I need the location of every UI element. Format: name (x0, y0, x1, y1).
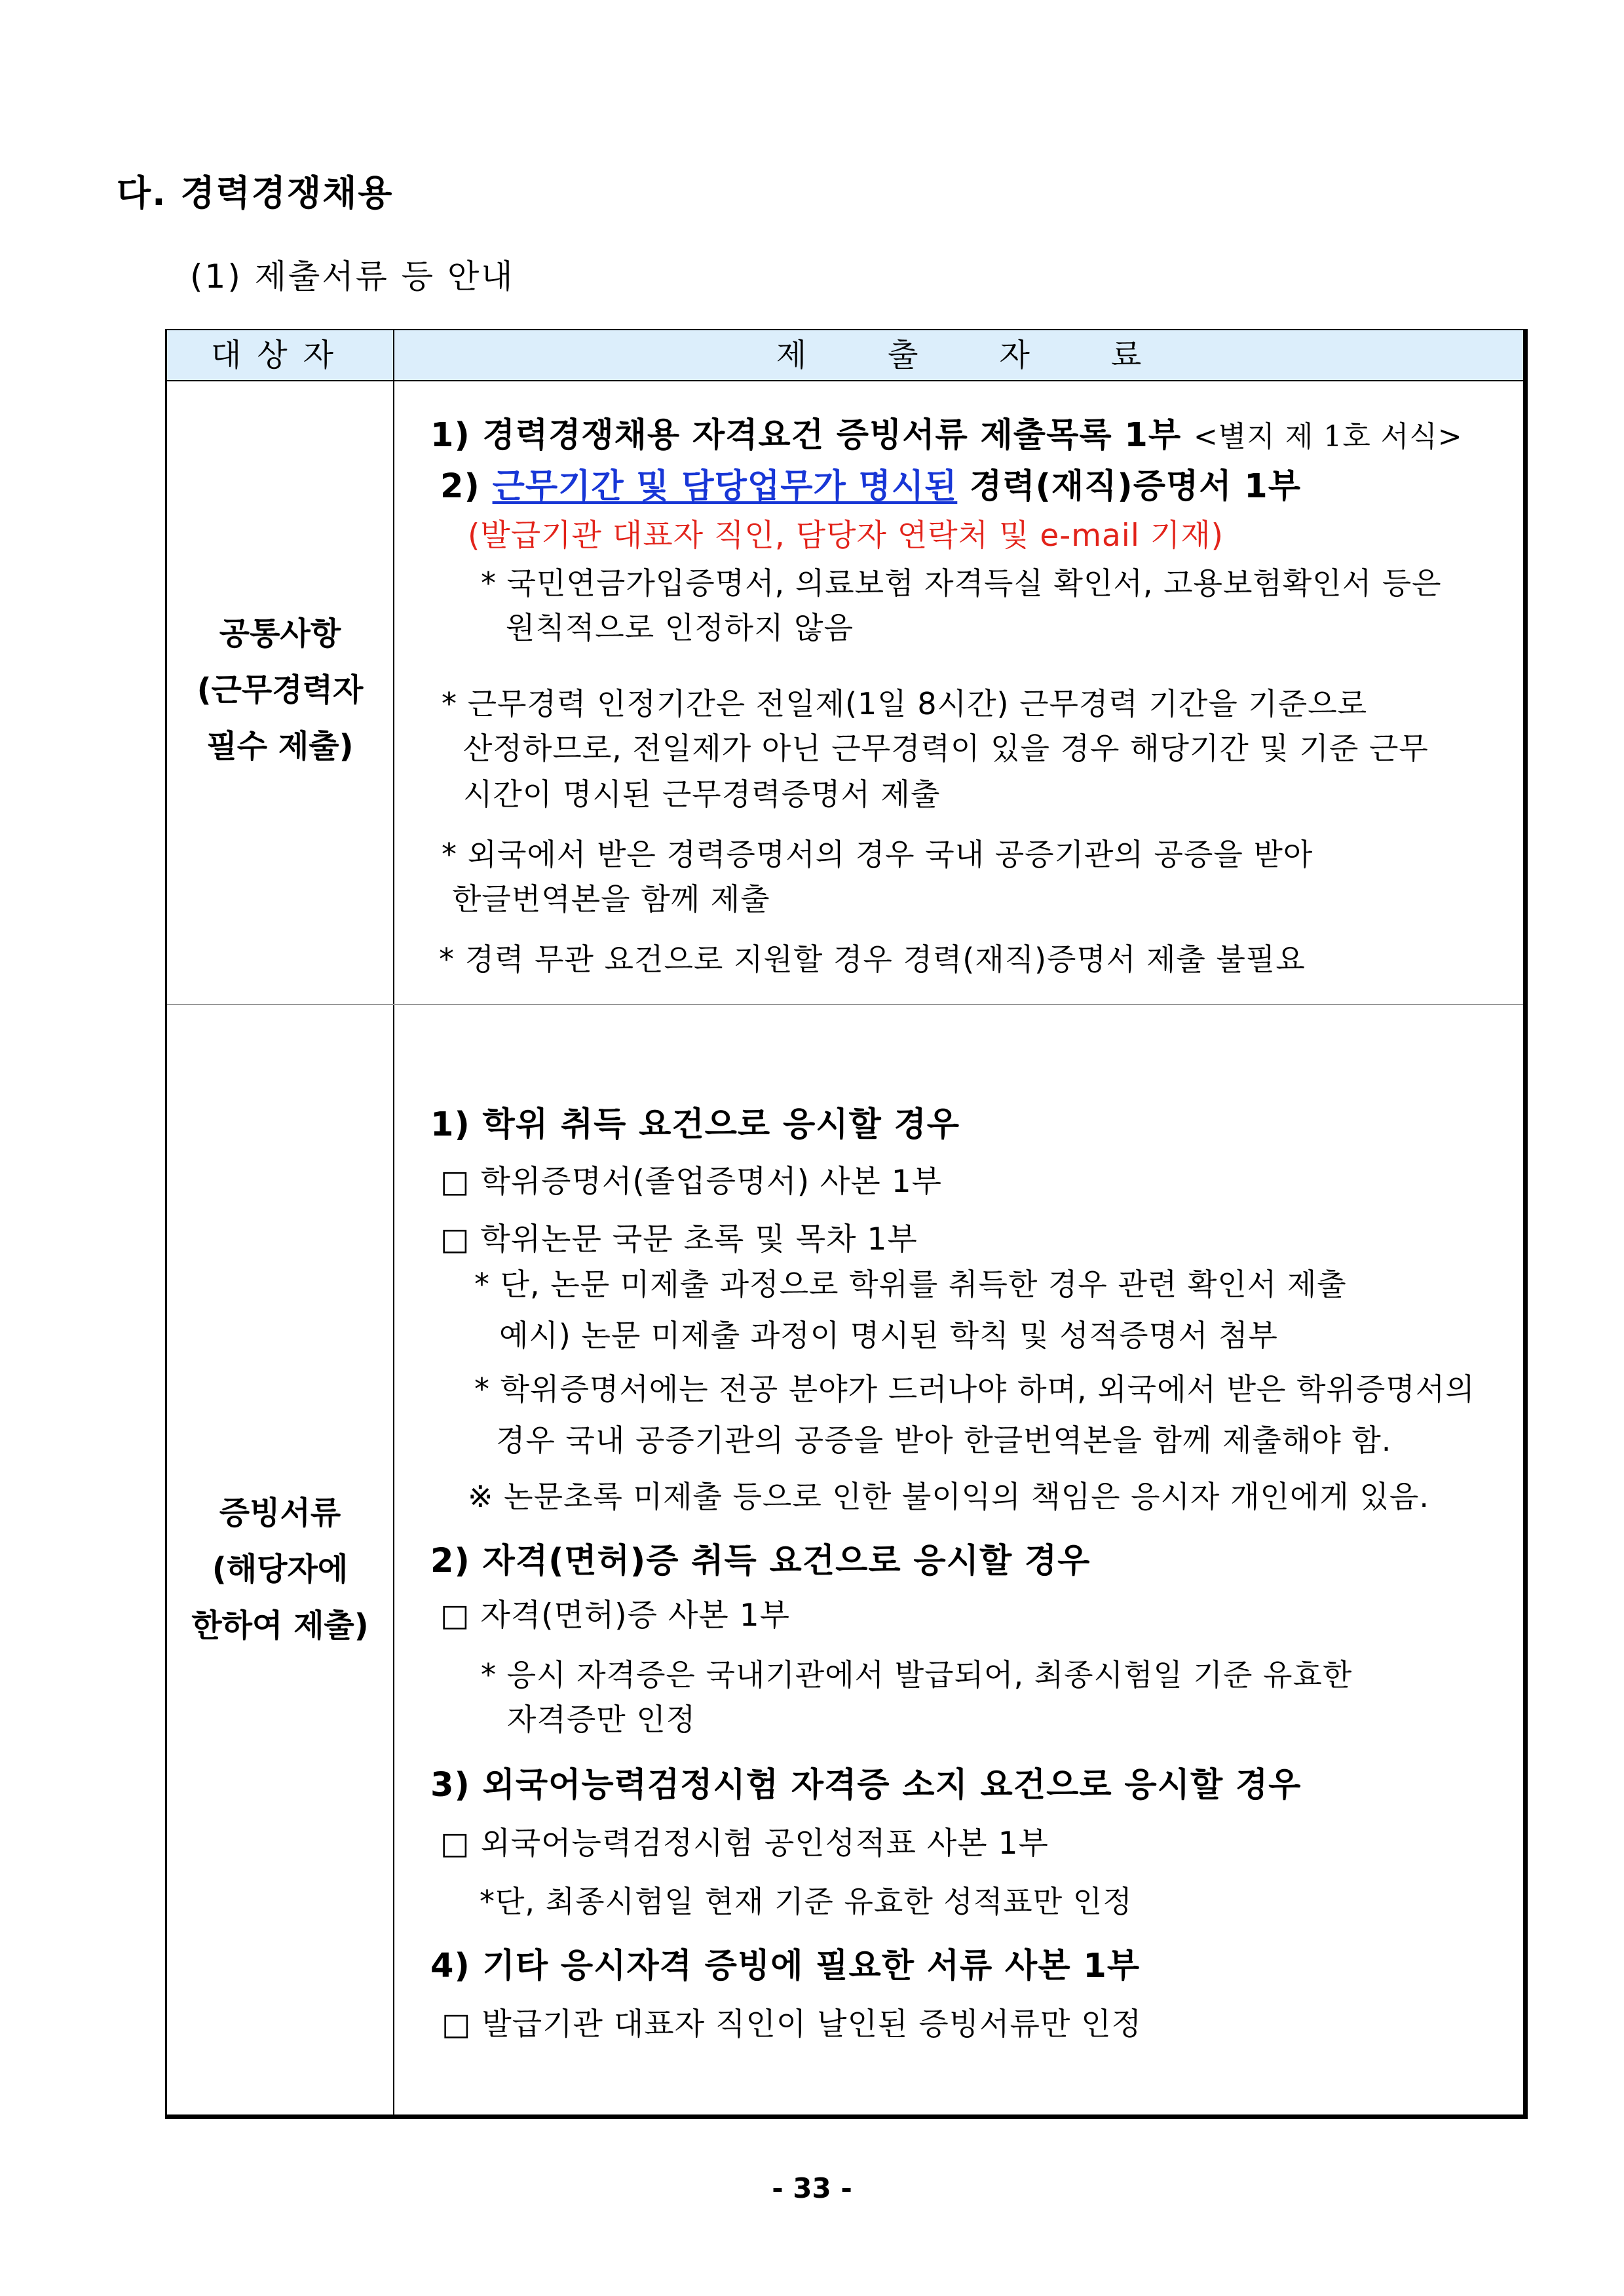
common-item-2-red-note: (발급기관 대표자 직인, 담당자 연락처 및 e-mail 기재) (468, 518, 1224, 554)
header-char: 제 (776, 337, 807, 373)
common-note-2-line: * 근무경력 인정기간은 전일제(1일 8시간) 근무경력 기간을 기준으로 (442, 686, 1368, 721)
sub-title: (1) 제출서류 등 안내 (190, 258, 515, 296)
proof-section-1-note: 예시) 논문 미제출 과정이 명시된 학칙 및 성적증명서 첨부 (499, 1318, 1278, 1353)
common-note-4: * 경력 무관 요건으로 지원할 경우 경력(재직)증명서 제출 불필요 (439, 942, 1306, 977)
proof-section-2-note: 자격증만 인정 (507, 1702, 696, 1737)
proof-section-4-item: □ 발급기관 대표자 직인이 날인된 증빙서류만 인정 (442, 2006, 1142, 2042)
page-number: - 33 - (772, 2172, 852, 2204)
proof-section-1-item: □ 학위논문 국문 초록 및 목차 1부 (440, 1221, 918, 1257)
common-label (167, 605, 393, 775)
common-item-2-prefix: 2) (440, 467, 493, 506)
header-char: 료 (1110, 337, 1142, 373)
proof-section-1-note: * 학위증명서에는 전공 분야가 드러나야 하며, 외국에서 받은 학위증명서의 (474, 1371, 1475, 1407)
proof-label-line: (해당자에 (212, 1551, 349, 1588)
section-title: 다. 경력경쟁채용 (117, 172, 394, 214)
common-item-2 (440, 459, 1301, 507)
proof-section-4-title: 4) 기타 응시자격 증빙에 필요한 서류 사본 1부 (430, 1947, 1141, 1985)
proof-section-2-title: 2) 자격(면허)증 취득 요건으로 응시할 경우 (430, 1542, 1091, 1580)
proof-section-1-title: 1) 학위 취득 요건으로 응시할 경우 (430, 1105, 960, 1144)
common-note-1-line: 원칙적으로 인정하지 않음 (506, 610, 854, 645)
proof-section-1-note: 경우 국내 공증기관의 공증을 받아 한글번역본을 함께 제출해야 함. (496, 1423, 1392, 1458)
proof-section-2-note: * 응시 자격증은 국내기관에서 발급되어, 최종시험일 기준 유효한 (481, 1657, 1353, 1693)
common-item-2-rest: 경력(재직)증명서 1부 (957, 467, 1302, 506)
common-label-line: 필수 제출) (206, 728, 354, 765)
table-header (167, 330, 1523, 381)
common-note-3-line: * 외국에서 받은 경력증명서의 경우 국내 공증기관의 공증을 받아 (442, 837, 1313, 872)
common-note-1-line: * 국민연금가입증명서, 의료보험 자격득실 확인서, 고용보험확인서 등은 (481, 565, 1442, 601)
common-note-2-line: 시간이 명시된 근무경력증명서 제출 (463, 776, 941, 812)
proof-section-3-note: *단, 최종시험일 현재 기준 유효한 성적표만 인정 (480, 1884, 1133, 1919)
proof-section-3-item: □ 외국어능력검정시험 공인성적표 사본 1부 (440, 1826, 1049, 1862)
proof-section-2-item: □ 자격(면허)증 사본 1부 (440, 1598, 791, 1634)
header-target: 대상자 (210, 337, 350, 373)
proof-section-1-item: □ 학위증명서(졸업증명서) 사본 1부 (440, 1164, 943, 1200)
proof-section-3-title: 3) 외국어능력검정시험 자격증 소지 요건으로 응시할 경우 (430, 1766, 1302, 1805)
header-char: 자 (999, 337, 1030, 373)
common-item-2-emphasis: 근무기간 및 담당업무가 명시된 (492, 467, 958, 506)
proof-section-1-note: * 단, 논문 미제출 과정으로 학위를 취득한 경우 관련 확인서 제출 (474, 1267, 1347, 1302)
proof-section-1-note: ※ 논문초록 미제출 등으로 인한 불이익의 책임은 응시자 개인에게 있음. (468, 1479, 1429, 1514)
common-label-line: 공통사항 (219, 615, 341, 652)
common-note-2-line: 산정하므로, 전일제가 아닌 근무경력이 있을 경우 해당기간 및 기준 근무 (463, 731, 1429, 766)
common-item-1 (430, 408, 1463, 456)
content-column (394, 381, 1523, 2114)
common-label-line: (근무경력자 (197, 672, 364, 708)
proof-label-line: 증빙서류 (219, 1495, 341, 1531)
header-char: 출 (888, 337, 918, 373)
documents-table (165, 329, 1528, 2119)
common-note-3-line: 한글번역본을 함께 제출 (452, 881, 770, 917)
header-documents (394, 330, 1523, 380)
common-item-1-text: 1) 경력경쟁채용 자격요건 증빙서류 제출목록 1부 (430, 416, 1182, 455)
proof-label (167, 1485, 393, 1654)
common-item-1-note: <별지 제 1호 서식> (1193, 420, 1463, 453)
proof-label-line: 한하여 제출) (191, 1607, 369, 1644)
